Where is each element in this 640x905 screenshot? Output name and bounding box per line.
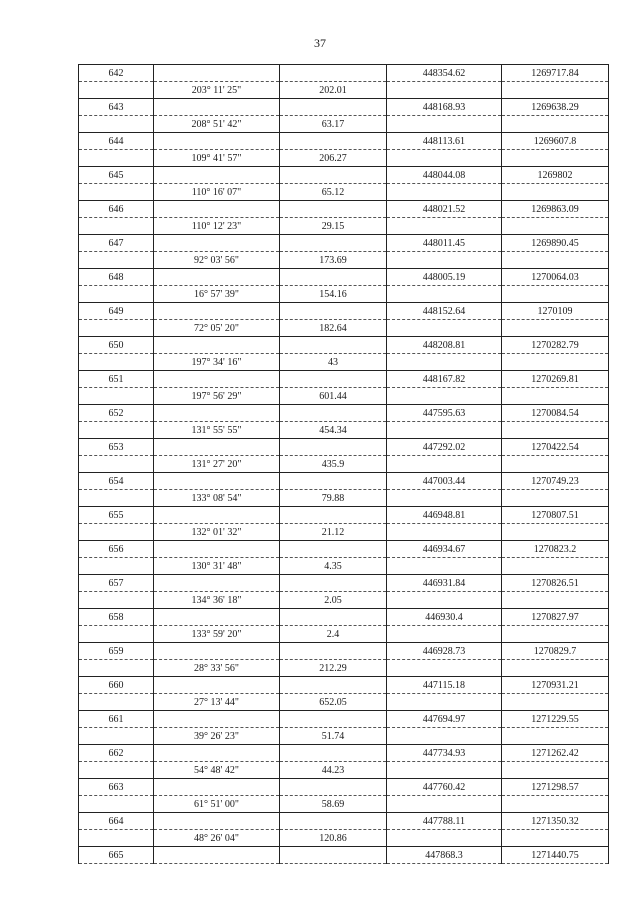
direction-angle-cell (154, 847, 280, 864)
y-coordinate-cell: 1270827.97 (502, 609, 609, 626)
point-number-cell (79, 286, 154, 303)
segment-row (79, 830, 609, 847)
x-coordinate-cell: 446930.4 (387, 609, 502, 626)
point-number-cell (79, 524, 154, 541)
direction-angle-cell: 54° 48' 42" (154, 762, 280, 779)
distance-cell (280, 371, 387, 388)
direction-angle-cell (154, 575, 280, 592)
segment-row (79, 796, 609, 813)
point-number-cell: 647 (79, 235, 154, 252)
y-coordinate-cell: 1269717.84 (502, 65, 609, 82)
point-number-cell (79, 558, 154, 575)
distance-cell (280, 541, 387, 558)
point-row (79, 99, 609, 116)
x-coordinate-cell: 446931.84 (387, 575, 502, 592)
y-coordinate-cell (502, 354, 609, 371)
segment-row (79, 388, 609, 405)
distance-cell: 120.86 (280, 830, 387, 847)
x-coordinate-cell: 448167.82 (387, 371, 502, 388)
direction-angle-cell: 203° 11' 25" (154, 82, 280, 99)
segment-row (79, 116, 609, 133)
point-row (79, 575, 609, 592)
y-coordinate-cell (502, 150, 609, 167)
point-number-cell (79, 320, 154, 337)
direction-angle-cell: 110° 12' 23" (154, 218, 280, 235)
direction-angle-cell (154, 677, 280, 694)
y-coordinate-cell (502, 252, 609, 269)
point-row (79, 473, 609, 490)
point-number-cell: 660 (79, 677, 154, 694)
point-number-cell (79, 218, 154, 235)
distance-cell (280, 575, 387, 592)
y-coordinate-cell (502, 626, 609, 643)
x-coordinate-cell: 448021.52 (387, 201, 502, 218)
direction-angle-cell: 197° 34' 16" (154, 354, 280, 371)
point-row (79, 405, 609, 422)
x-coordinate-cell (387, 286, 502, 303)
direction-angle-cell (154, 711, 280, 728)
y-coordinate-cell (502, 728, 609, 745)
segment-row (79, 456, 609, 473)
direction-angle-cell: 110° 16' 07" (154, 184, 280, 201)
direction-angle-cell: 130° 31' 48" (154, 558, 280, 575)
y-coordinate-cell (502, 524, 609, 541)
distance-cell: 79.88 (280, 490, 387, 507)
distance-cell: 65.12 (280, 184, 387, 201)
direction-angle-cell (154, 609, 280, 626)
x-coordinate-cell: 447003.44 (387, 473, 502, 490)
x-coordinate-cell (387, 728, 502, 745)
point-number-cell: 645 (79, 167, 154, 184)
direction-angle-cell (154, 507, 280, 524)
y-coordinate-cell: 1271262.42 (502, 745, 609, 762)
direction-angle-cell (154, 643, 280, 660)
y-coordinate-cell: 1270826.51 (502, 575, 609, 592)
point-row (79, 303, 609, 320)
point-row (79, 201, 609, 218)
x-coordinate-cell (387, 82, 502, 99)
distance-cell (280, 235, 387, 252)
point-number-cell: 651 (79, 371, 154, 388)
segment-row (79, 218, 609, 235)
segment-row (79, 320, 609, 337)
distance-cell (280, 745, 387, 762)
distance-cell: 601.44 (280, 388, 387, 405)
distance-cell (280, 643, 387, 660)
direction-angle-cell: 197° 56' 29" (154, 388, 280, 405)
point-number-cell (79, 762, 154, 779)
coordinates-table-body (79, 65, 609, 864)
distance-cell: 44.23 (280, 762, 387, 779)
x-coordinate-cell (387, 116, 502, 133)
y-coordinate-cell: 1270064.03 (502, 269, 609, 286)
x-coordinate-cell (387, 320, 502, 337)
distance-cell (280, 269, 387, 286)
distance-cell: 2.4 (280, 626, 387, 643)
y-coordinate-cell (502, 184, 609, 201)
x-coordinate-cell: 447788.11 (387, 813, 502, 830)
point-number-cell: 650 (79, 337, 154, 354)
distance-cell (280, 337, 387, 354)
direction-angle-cell: 61° 51' 00" (154, 796, 280, 813)
x-coordinate-cell (387, 150, 502, 167)
direction-angle-cell (154, 167, 280, 184)
point-number-cell: 643 (79, 99, 154, 116)
y-coordinate-cell: 1271229.55 (502, 711, 609, 728)
direction-angle-cell (154, 745, 280, 762)
point-number-cell: 663 (79, 779, 154, 796)
point-number-cell: 657 (79, 575, 154, 592)
x-coordinate-cell: 448152.64 (387, 303, 502, 320)
y-coordinate-cell: 1270823.2 (502, 541, 609, 558)
direction-angle-cell: 131° 27' 20" (154, 456, 280, 473)
y-coordinate-cell (502, 762, 609, 779)
point-number-cell: 662 (79, 745, 154, 762)
x-coordinate-cell (387, 490, 502, 507)
direction-angle-cell: 208° 51' 42" (154, 116, 280, 133)
segment-row (79, 762, 609, 779)
x-coordinate-cell (387, 592, 502, 609)
distance-cell: 454.34 (280, 422, 387, 439)
point-row (79, 507, 609, 524)
y-coordinate-cell (502, 116, 609, 133)
x-coordinate-cell (387, 694, 502, 711)
x-coordinate-cell: 448005.19 (387, 269, 502, 286)
direction-angle-cell (154, 337, 280, 354)
x-coordinate-cell (387, 388, 502, 405)
y-coordinate-cell: 1269890.45 (502, 235, 609, 252)
point-row (79, 541, 609, 558)
y-coordinate-cell: 1269802 (502, 167, 609, 184)
y-coordinate-cell: 1270749.23 (502, 473, 609, 490)
point-row (79, 235, 609, 252)
x-coordinate-cell: 448168.93 (387, 99, 502, 116)
point-number-cell (79, 626, 154, 643)
point-number-cell (79, 354, 154, 371)
y-coordinate-cell (502, 456, 609, 473)
direction-angle-cell (154, 235, 280, 252)
direction-angle-cell (154, 779, 280, 796)
distance-cell (280, 779, 387, 796)
x-coordinate-cell: 447595.63 (387, 405, 502, 422)
distance-cell (280, 167, 387, 184)
x-coordinate-cell (387, 218, 502, 235)
y-coordinate-cell (502, 388, 609, 405)
distance-cell: 212.29 (280, 660, 387, 677)
direction-angle-cell (154, 269, 280, 286)
distance-cell: 435.9 (280, 456, 387, 473)
y-coordinate-cell: 1269607.8 (502, 133, 609, 150)
distance-cell (280, 439, 387, 456)
distance-cell (280, 711, 387, 728)
y-coordinate-cell: 1269863.09 (502, 201, 609, 218)
point-number-cell: 661 (79, 711, 154, 728)
point-number-cell: 656 (79, 541, 154, 558)
segment-row (79, 558, 609, 575)
distance-cell: 29.15 (280, 218, 387, 235)
y-coordinate-cell: 1270829.7 (502, 643, 609, 660)
x-coordinate-cell: 447292.02 (387, 439, 502, 456)
distance-cell: 63.17 (280, 116, 387, 133)
x-coordinate-cell (387, 456, 502, 473)
y-coordinate-cell (502, 592, 609, 609)
y-coordinate-cell: 1269638.29 (502, 99, 609, 116)
x-coordinate-cell: 448354.62 (387, 65, 502, 82)
point-number-cell: 642 (79, 65, 154, 82)
x-coordinate-cell (387, 762, 502, 779)
x-coordinate-cell (387, 660, 502, 677)
direction-angle-cell (154, 813, 280, 830)
y-coordinate-cell (502, 82, 609, 99)
point-number-cell (79, 388, 154, 405)
segment-row (79, 592, 609, 609)
direction-angle-cell: 133° 59' 20" (154, 626, 280, 643)
direction-angle-cell (154, 371, 280, 388)
x-coordinate-cell (387, 558, 502, 575)
y-coordinate-cell (502, 320, 609, 337)
y-coordinate-cell (502, 558, 609, 575)
x-coordinate-cell: 447694.97 (387, 711, 502, 728)
y-coordinate-cell (502, 422, 609, 439)
point-number-cell (79, 82, 154, 99)
point-row (79, 813, 609, 830)
segment-row (79, 354, 609, 371)
y-coordinate-cell: 1270422.54 (502, 439, 609, 456)
segment-row (79, 422, 609, 439)
y-coordinate-cell: 1270269.81 (502, 371, 609, 388)
point-row (79, 133, 609, 150)
direction-angle-cell (154, 99, 280, 116)
point-number-cell (79, 184, 154, 201)
direction-angle-cell (154, 303, 280, 320)
point-row (79, 609, 609, 626)
direction-angle-cell: 39° 26' 23" (154, 728, 280, 745)
direction-angle-cell: 134° 36' 18" (154, 592, 280, 609)
point-number-cell: 664 (79, 813, 154, 830)
segment-row (79, 728, 609, 745)
y-coordinate-cell: 1271298.57 (502, 779, 609, 796)
segment-row (79, 184, 609, 201)
y-coordinate-cell (502, 796, 609, 813)
point-number-cell: 654 (79, 473, 154, 490)
segment-row (79, 286, 609, 303)
point-number-cell: 652 (79, 405, 154, 422)
x-coordinate-cell (387, 524, 502, 541)
distance-cell (280, 813, 387, 830)
point-row (79, 711, 609, 728)
coordinates-table (78, 64, 609, 864)
distance-cell (280, 609, 387, 626)
x-coordinate-cell: 448011.45 (387, 235, 502, 252)
x-coordinate-cell: 448208.81 (387, 337, 502, 354)
point-row (79, 677, 609, 694)
direction-angle-cell: 72° 05' 20" (154, 320, 280, 337)
distance-cell: 58.69 (280, 796, 387, 813)
distance-cell: 154.16 (280, 286, 387, 303)
point-number-cell (79, 116, 154, 133)
x-coordinate-cell (387, 184, 502, 201)
point-number-cell (79, 830, 154, 847)
direction-angle-cell: 132° 01' 32" (154, 524, 280, 541)
y-coordinate-cell: 1270931.21 (502, 677, 609, 694)
point-number-cell (79, 252, 154, 269)
direction-angle-cell: 131° 55' 55" (154, 422, 280, 439)
distance-cell: 2.05 (280, 592, 387, 609)
y-coordinate-cell (502, 830, 609, 847)
point-number-cell (79, 150, 154, 167)
distance-cell: 51.74 (280, 728, 387, 745)
distance-cell (280, 99, 387, 116)
distance-cell (280, 303, 387, 320)
y-coordinate-cell (502, 694, 609, 711)
distance-cell: 182.64 (280, 320, 387, 337)
y-coordinate-cell: 1270084.54 (502, 405, 609, 422)
y-coordinate-cell (502, 490, 609, 507)
distance-cell (280, 133, 387, 150)
point-number-cell (79, 490, 154, 507)
y-coordinate-cell (502, 286, 609, 303)
direction-angle-cell (154, 65, 280, 82)
point-number-cell (79, 456, 154, 473)
point-row (79, 643, 609, 660)
point-number-cell (79, 796, 154, 813)
y-coordinate-cell: 1270109 (502, 303, 609, 320)
page-number: 37 (314, 36, 326, 50)
point-number-cell: 649 (79, 303, 154, 320)
distance-cell (280, 201, 387, 218)
point-number-cell (79, 592, 154, 609)
distance-cell: 21.12 (280, 524, 387, 541)
point-number-cell: 653 (79, 439, 154, 456)
x-coordinate-cell (387, 354, 502, 371)
x-coordinate-cell: 447760.42 (387, 779, 502, 796)
point-row (79, 65, 609, 82)
segment-row (79, 626, 609, 643)
direction-angle-cell: 133° 08' 54" (154, 490, 280, 507)
direction-angle-cell (154, 473, 280, 490)
distance-cell: 43 (280, 354, 387, 371)
point-row (79, 439, 609, 456)
x-coordinate-cell: 446934.67 (387, 541, 502, 558)
x-coordinate-cell (387, 626, 502, 643)
direction-angle-cell: 92° 03' 56" (154, 252, 280, 269)
point-row (79, 269, 609, 286)
point-number-cell: 655 (79, 507, 154, 524)
point-row (79, 167, 609, 184)
x-coordinate-cell: 447115.18 (387, 677, 502, 694)
point-number-cell (79, 660, 154, 677)
distance-cell (280, 473, 387, 490)
point-number-cell: 665 (79, 847, 154, 864)
distance-cell (280, 65, 387, 82)
segment-row (79, 252, 609, 269)
direction-angle-cell: 16° 57' 39" (154, 286, 280, 303)
direction-angle-cell: 28° 33' 56" (154, 660, 280, 677)
direction-angle-cell (154, 541, 280, 558)
direction-angle-cell: 48° 26' 04" (154, 830, 280, 847)
x-coordinate-cell: 447868.3 (387, 847, 502, 864)
distance-cell: 4.35 (280, 558, 387, 575)
point-number-cell: 659 (79, 643, 154, 660)
direction-angle-cell (154, 133, 280, 150)
distance-cell (280, 847, 387, 864)
x-coordinate-cell: 447734.93 (387, 745, 502, 762)
direction-angle-cell: 109° 41' 57" (154, 150, 280, 167)
segment-row (79, 490, 609, 507)
distance-cell: 202.01 (280, 82, 387, 99)
point-number-cell: 646 (79, 201, 154, 218)
direction-angle-cell: 27° 13' 44" (154, 694, 280, 711)
point-number-cell: 644 (79, 133, 154, 150)
y-coordinate-cell: 1271440.75 (502, 847, 609, 864)
distance-cell: 173.69 (280, 252, 387, 269)
direction-angle-cell (154, 405, 280, 422)
segment-row (79, 660, 609, 677)
point-row (79, 371, 609, 388)
point-number-cell: 648 (79, 269, 154, 286)
x-coordinate-cell: 448113.61 (387, 133, 502, 150)
point-number-cell: 658 (79, 609, 154, 626)
point-number-cell (79, 728, 154, 745)
point-number-cell (79, 422, 154, 439)
segment-row (79, 150, 609, 167)
x-coordinate-cell: 446928.73 (387, 643, 502, 660)
distance-cell (280, 677, 387, 694)
y-coordinate-cell: 1271350.32 (502, 813, 609, 830)
x-coordinate-cell (387, 796, 502, 813)
y-coordinate-cell: 1270282.79 (502, 337, 609, 354)
y-coordinate-cell: 1270807.51 (502, 507, 609, 524)
point-row (79, 779, 609, 796)
x-coordinate-cell: 448044.08 (387, 167, 502, 184)
x-coordinate-cell (387, 830, 502, 847)
x-coordinate-cell (387, 422, 502, 439)
segment-row (79, 524, 609, 541)
point-number-cell (79, 694, 154, 711)
x-coordinate-cell (387, 252, 502, 269)
point-row (79, 745, 609, 762)
direction-angle-cell (154, 439, 280, 456)
y-coordinate-cell (502, 218, 609, 235)
segment-row (79, 694, 609, 711)
direction-angle-cell (154, 201, 280, 218)
x-coordinate-cell: 446948.81 (387, 507, 502, 524)
point-row (79, 337, 609, 354)
segment-row (79, 82, 609, 99)
distance-cell (280, 507, 387, 524)
point-row (79, 847, 609, 864)
distance-cell: 652.05 (280, 694, 387, 711)
distance-cell: 206.27 (280, 150, 387, 167)
distance-cell (280, 405, 387, 422)
y-coordinate-cell (502, 660, 609, 677)
